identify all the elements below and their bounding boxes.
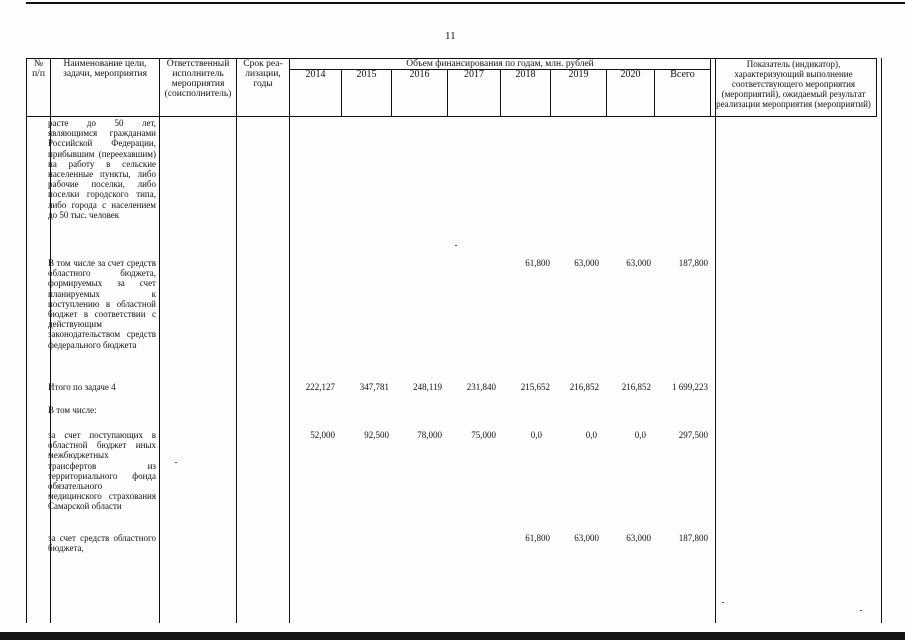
header-term: Срок реа-лизации, годы [237, 59, 290, 117]
column-rule [289, 58, 290, 623]
header-year-2017: 2017 [448, 70, 501, 117]
row-4-text: за счет поступающих в областной бюджет иных межбюджетных трансфертов из территориального фонда обязательного медицинского страхования Самарской области [48, 430, 156, 512]
row-5-2020: 63,000 [626, 533, 651, 543]
row-4-2015: 92,500 [364, 430, 389, 440]
table-header [26, 58, 877, 117]
row-3-text: В том числе: [48, 405, 97, 415]
row-1-total: 187,800 [678, 258, 708, 268]
row-2-2020: 216,852 [621, 382, 651, 392]
row-4-2020: 0,0 [634, 430, 646, 440]
row-0-text: расте до 50 лет, являющимся гражданами Российской Федерации, прибывшим (переехавшим) на работу в сельские населенные пункты, либо рабочие поселки, либо поселки городского типа, либо города с населением до 50 тыс. человек [48, 118, 156, 220]
column-rule [159, 58, 160, 623]
scan-speck [860, 610, 862, 611]
row-4-2017: 75,000 [471, 430, 496, 440]
row-4-2014: 52,000 [310, 430, 335, 440]
header-indicator: Показатель (индикатор), характеризующий выполнение соответствующего мероприятия (мероприятий), ожидаемый результат реализации мероприятия (мероприятий) [711, 59, 877, 117]
column-rule [26, 58, 27, 623]
header-year-2015: 2015 [342, 70, 392, 117]
row-1-2020: 63,000 [626, 258, 651, 268]
top-rule [26, 2, 905, 4]
header-name: Наименование цели, задачи, мероприятия [51, 59, 160, 117]
header-financing: Объем финансирования по годам, млн. рублей [290, 59, 711, 70]
header-year-2016: 2016 [392, 70, 448, 117]
row-4-2018: 0,0 [530, 430, 542, 440]
row-2-2017: 231,840 [466, 382, 496, 392]
header-year-2014: 2014 [290, 70, 342, 117]
row-5-2019: 63,000 [574, 533, 599, 543]
header-year-2019: 2019 [551, 70, 607, 117]
header-num: № п/п [27, 59, 51, 117]
row-1-2019: 63,000 [574, 258, 599, 268]
row-4-2019: 0,0 [585, 430, 597, 440]
row-2-2018: 215,652 [520, 382, 550, 392]
bottom-scan-border [0, 632, 905, 640]
column-rule [236, 58, 237, 623]
scan-speck [722, 602, 724, 603]
header-total: Всего [655, 70, 711, 117]
row-5-text: за счет средств областного бюджета, [48, 533, 156, 554]
row-1-2018: 61,800 [525, 258, 550, 268]
row-5-total: 187,800 [678, 533, 708, 543]
row-2-total: 1 699,223 [672, 382, 708, 392]
scan-speck [455, 245, 457, 246]
row-4-2016: 78,000 [417, 430, 442, 440]
header-year-2020: 2020 [607, 70, 655, 117]
row-2-2019: 216,852 [569, 382, 599, 392]
column-rule [881, 58, 882, 623]
row-2-2016: 248,119 [413, 382, 442, 392]
row-2-text: Итого по задаче 4 [48, 382, 116, 392]
row-1-text: В том числе за счет средств областного бюджета, формируемых за счет планируемых к поступлению в областной бюджет в соответствии с действующим законодательством средств федерального бюджета [48, 258, 156, 350]
column-rule [715, 58, 716, 623]
header-year-2018: 2018 [501, 70, 551, 117]
page-number: 11 [445, 30, 456, 42]
row-5-2018: 61,800 [525, 533, 550, 543]
row-2-2015: 347,781 [359, 382, 389, 392]
scan-speck [175, 462, 177, 463]
header-executor: Ответственный исполнитель мероприятия (соисполнитель) [160, 59, 237, 117]
row-2-2014: 222,127 [305, 382, 335, 392]
row-4-total: 297,500 [678, 430, 708, 440]
